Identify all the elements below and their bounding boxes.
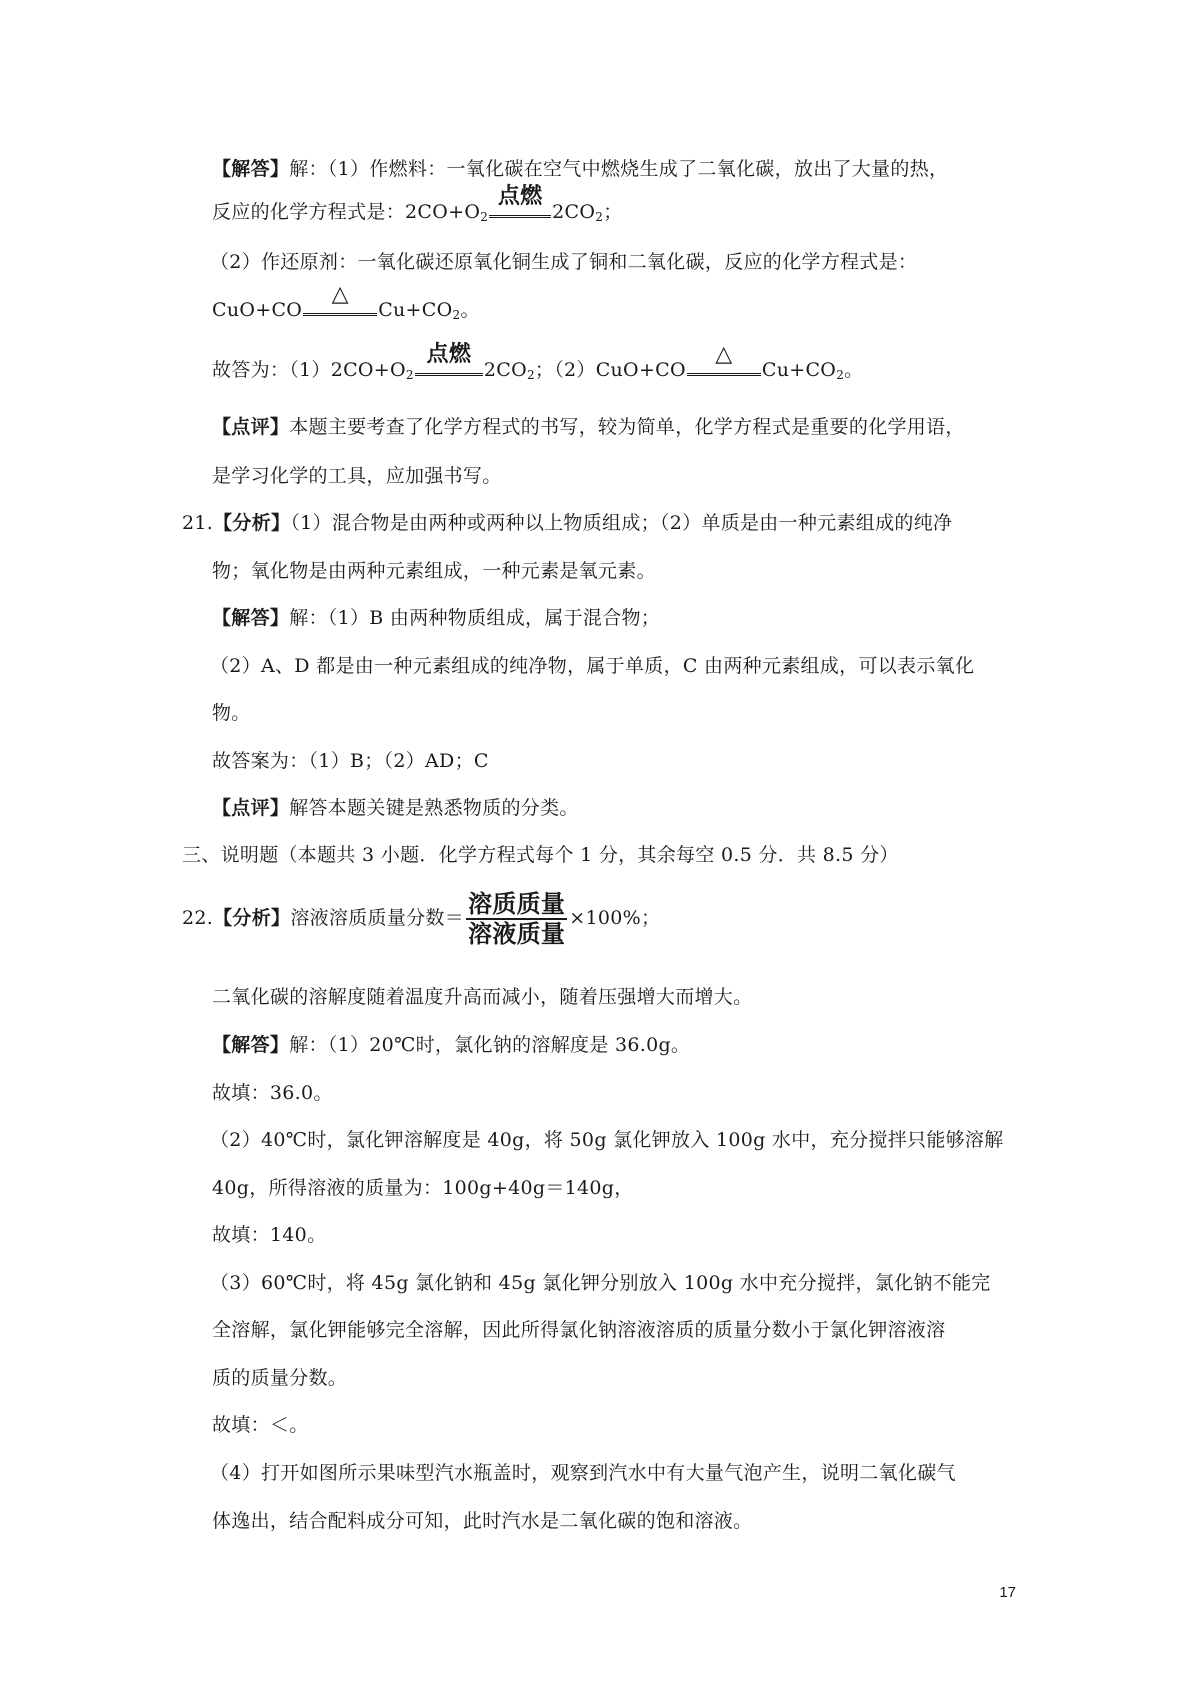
question-21-analysis <box>182 511 952 535</box>
analysis-label: 【分析】 <box>213 512 291 534</box>
comment-text: 是学习化学的工具，应加强书写。 <box>212 465 502 487</box>
section-heading <box>182 843 899 867</box>
answer-line-21-1 <box>212 606 660 630</box>
question-number: 22. <box>182 907 214 929</box>
analysis-text: （1）混合物是由两种或两种以上物质组成；（2）单质是由一种元素组成的纯净 <box>290 512 953 534</box>
reaction-condition <box>415 342 483 376</box>
analysis-label: 【分析】 <box>213 907 291 929</box>
reaction-condition <box>489 184 551 218</box>
answer-text: 解：（1）20℃时，氯化钠的溶解度是 36.0g。 <box>289 1034 691 1056</box>
question-number: 21. <box>182 512 214 534</box>
analysis-line-2 <box>212 559 656 583</box>
answer-label: 【解答】 <box>212 1034 290 1056</box>
answer-line-22-2 <box>210 1128 1004 1152</box>
answer-line-22-6 <box>212 1366 347 1390</box>
answer-text: 物。 <box>212 702 251 724</box>
answer-text: 40g，所得溶液的质量为：100g+40g＝140g， <box>212 1177 634 1199</box>
page-number: 17 <box>999 1584 1016 1601</box>
comment-line-21 <box>212 796 579 820</box>
condition-label: 点燃 <box>497 184 543 209</box>
answer-text: 质的质量分数。 <box>212 1367 348 1389</box>
subscript: 2 <box>836 368 845 382</box>
answer-text: 全溶解，氯化钾能够完全溶解，因此所得氯化钠溶液溶质的质量分数小于氯化钾溶液溶 <box>212 1319 946 1341</box>
answer-text: （3）60℃时，将 45g 氯化钠和 45g 氯化钾分别放入 100g 水中充分搅拌，氯化钠不能完 <box>210 1272 991 1294</box>
subscript: 2 <box>452 308 461 322</box>
answer-text: （4）打开如图所示果味型汽水瓶盖时，观察到汽水中有大量气泡产生，说明二氧化碳气 <box>210 1462 956 1484</box>
mass-fraction-formula <box>466 890 567 948</box>
subscript: 2 <box>595 210 604 224</box>
answer-summary-21 <box>212 749 489 773</box>
reaction-condition <box>687 342 761 376</box>
answer-text: 故填：＜。 <box>212 1414 309 1436</box>
comment-line-1 <box>212 415 965 439</box>
equation-rhs: 2CO <box>552 201 596 223</box>
fraction-numerator: 溶质质量 <box>468 890 566 918</box>
fraction-denominator: 溶液质量 <box>468 920 566 948</box>
answer-text: （2）40℃时，氯化钾溶解度是 40g，将 50g 氯化钾放入 100g 水中，充分搅拌只能够溶解 <box>210 1129 1004 1151</box>
comment-line-2 <box>212 464 502 488</box>
formula-tail: ×100%； <box>569 907 661 929</box>
equation-prefix: 反应的化学方程式是： <box>212 201 406 223</box>
subscript: 2 <box>480 210 489 224</box>
analysis-text: 二氧化碳的溶解度随着温度升高而减小，随着压强增大而增大。 <box>212 986 753 1008</box>
condition-label: △ <box>715 342 733 367</box>
answer-label: 【解答】 <box>212 607 290 629</box>
reaction-condition <box>303 282 377 316</box>
fill-answer-2 <box>212 1223 326 1247</box>
answer-line-22-5 <box>212 1318 945 1342</box>
subscript: 2 <box>526 368 535 382</box>
punctuation: ； <box>603 201 623 223</box>
equation-line-cuo-reduction <box>212 282 480 322</box>
answer-text: 体逸出，结合配料成分可知，此时汽水是二氧化碳的饱和溶液。 <box>212 1510 753 1532</box>
answer-line-22-4 <box>210 1271 991 1295</box>
equation-line-co-combustion <box>212 184 623 224</box>
answer-summary-line <box>212 342 864 382</box>
punctuation: 。 <box>460 299 480 321</box>
section-title: 三、说明题（本题共 3 小题．化学方程式每个 1 分，其余每空 0.5 分．共 8.5 分） <box>182 844 899 866</box>
answer-text: （2）作还原剂：一氧化碳还原氧化铜生成了铜和二氧化碳，反应的化学方程式是： <box>210 251 918 273</box>
equation-lhs: CuO+CO <box>212 299 303 321</box>
equation-lhs: 2CO+O <box>330 359 406 381</box>
answer-text: 解：（1）作燃料：一氧化碳在空气中燃烧生成了二氧化碳，放出了大量的热， <box>289 158 949 180</box>
equation-lhs: 2CO+O <box>405 201 481 223</box>
equation-rhs: Cu+CO <box>761 359 837 381</box>
answer-text: 故填：36.0。 <box>212 1082 333 1104</box>
answer-text: 解：（1）B 由两种物质组成，属于混合物； <box>289 607 661 629</box>
subscript: 2 <box>405 368 414 382</box>
equation-lhs: CuO+CO <box>595 359 686 381</box>
answer-line-21-3 <box>212 701 251 725</box>
comment-label: 【点评】 <box>212 797 290 819</box>
answer-text: 故答案为：（1）B；（2）AD；C <box>212 750 489 772</box>
comment-text: 解答本题关键是熟悉物质的分类。 <box>289 797 579 819</box>
equation-rhs: Cu+CO <box>378 299 453 321</box>
summary-prefix: 故答为：（1） <box>212 359 331 381</box>
summary-separator: ；（2） <box>534 359 596 381</box>
analysis-text: 物；氧化物是由两种元素组成，一种元素是氧元素。 <box>212 560 656 582</box>
equation-rhs: 2CO <box>483 359 527 381</box>
answer-line-3 <box>210 250 917 274</box>
fill-answer-1 <box>212 1081 333 1105</box>
fill-answer-3 <box>212 1413 309 1437</box>
answer-line-22-3 <box>212 1176 634 1200</box>
answer-line-22-7 <box>210 1461 956 1485</box>
condition-label: 点燃 <box>426 342 472 367</box>
comment-label: 【点评】 <box>212 416 290 438</box>
answer-line-22-8 <box>212 1509 752 1533</box>
analysis-line-22-2 <box>212 985 752 1009</box>
condition-label: △ <box>331 282 349 307</box>
answer-line-22-1 <box>212 1033 690 1057</box>
answer-line-21-2 <box>210 654 974 678</box>
punctuation: 。 <box>844 359 864 381</box>
answer-label: 【解答】 <box>212 158 290 180</box>
answer-line-1 <box>212 157 948 181</box>
comment-text: 本题主要考查了化学方程式的书写，较为简单，化学方程式是重要的化学用语， <box>289 416 965 438</box>
answer-text: （2）A、D 都是由一种元素组成的纯净物，属于单质，C 由两种元素组成，可以表示氧化 <box>210 655 975 677</box>
question-22-analysis <box>182 890 660 948</box>
formula-prefix: 溶液溶质质量分数＝ <box>290 907 465 929</box>
answer-text: 故填：140。 <box>212 1224 327 1246</box>
